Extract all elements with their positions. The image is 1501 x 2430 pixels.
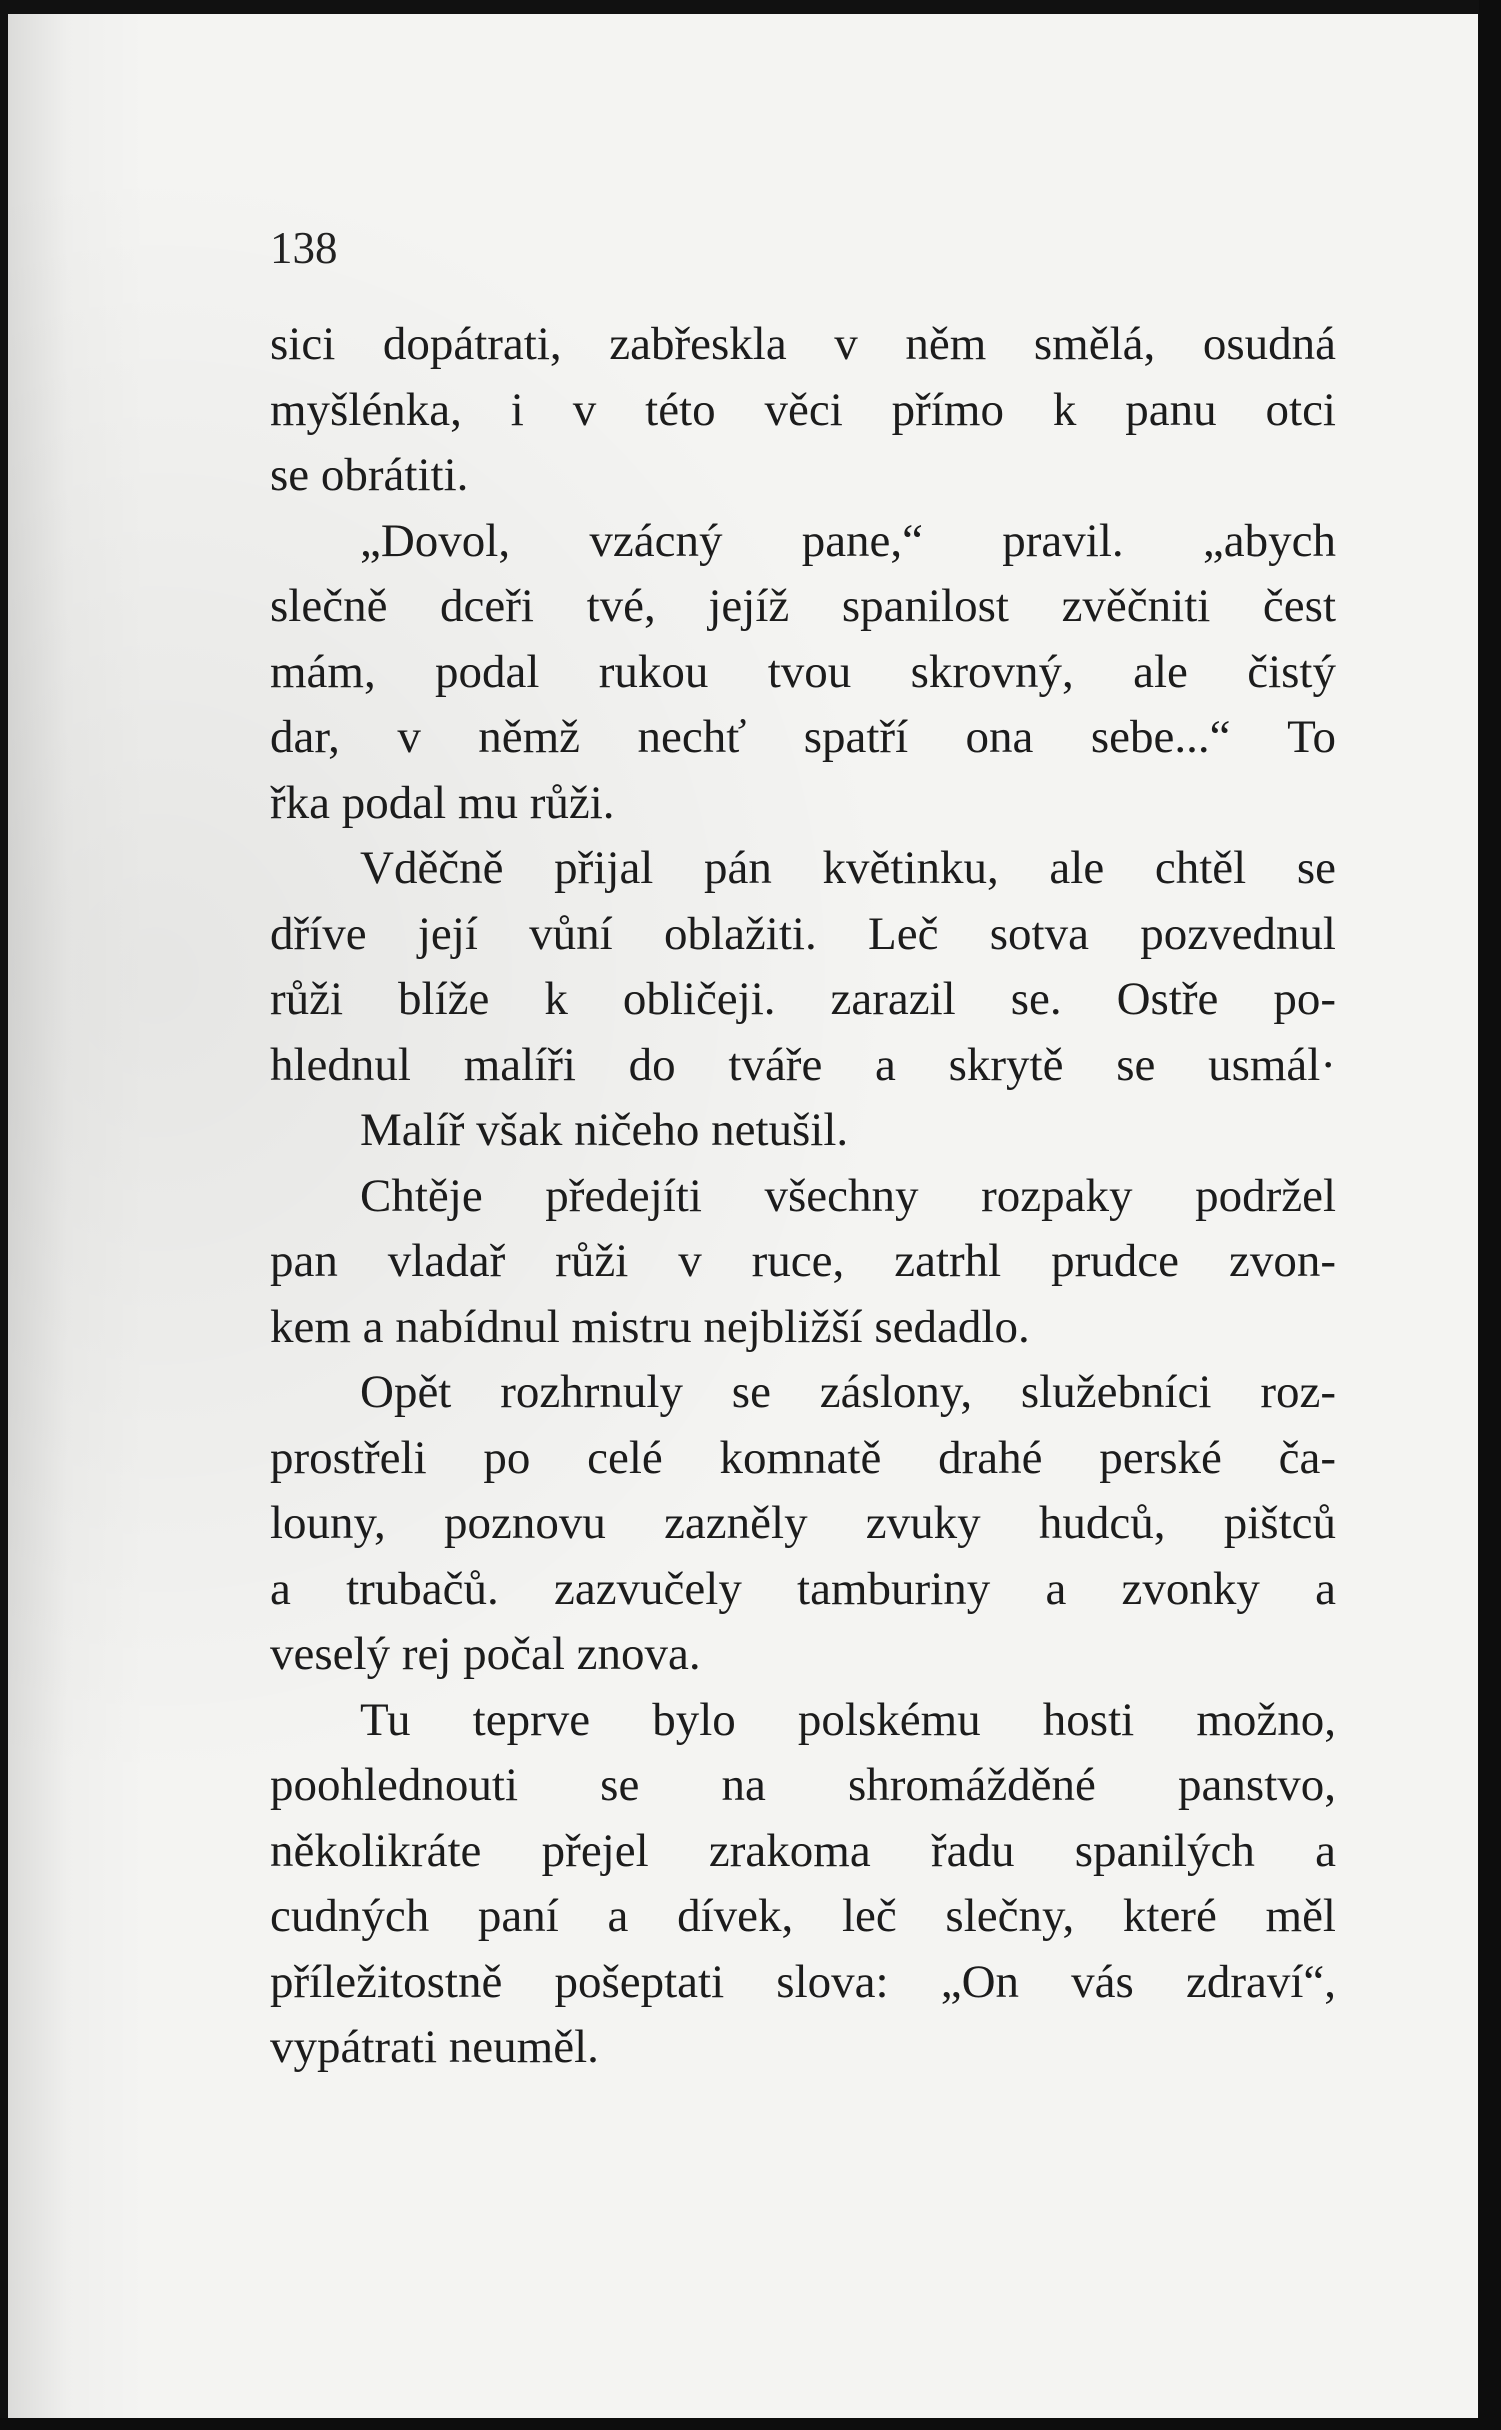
paragraph bbox=[270, 836, 1336, 1098]
text-line: Opět rozhrnuly se záslony, služebníci roz- bbox=[360, 1366, 1336, 1418]
text-line: prostřeli po celé komnatě drahé perské ča- bbox=[270, 1431, 1336, 1484]
paragraph bbox=[270, 509, 1336, 837]
text-line: vypátrati neuměl. bbox=[270, 2021, 599, 2073]
text-line: louny, poznovu zazněly zvuky hudců, pištců bbox=[270, 1497, 1336, 1549]
text-line: růži blíže k obličeji. zarazil se. Ostře po- bbox=[270, 973, 1336, 1025]
text-line: veselý rej počal znova. bbox=[270, 1628, 701, 1680]
paragraph bbox=[270, 1098, 1336, 1164]
text-line: Tu teprve bylo polskému hosti možno, bbox=[360, 1693, 1336, 1746]
text-line: kem a nabídnul mistru nejbližší sedadlo. bbox=[270, 1300, 1030, 1353]
text-line: Vděčně přijal pán květinku, ale chtěl se bbox=[360, 842, 1336, 894]
scan-border-right bbox=[1479, 0, 1501, 2430]
body-text bbox=[270, 312, 1336, 2081]
text-line: Malíř však ničeho netušil. bbox=[360, 1104, 849, 1156]
text-line: řka podal mu růži. bbox=[270, 776, 615, 829]
page-number: 138 bbox=[270, 223, 338, 273]
paragraph bbox=[270, 312, 1336, 509]
scan-border-bottom bbox=[0, 2418, 1501, 2430]
paragraph bbox=[270, 1164, 1336, 1361]
paragraph bbox=[270, 1360, 1336, 1688]
text-line: dar, v němž nechť spatří ona sebe...“ To bbox=[270, 711, 1336, 763]
text-line: a trubačů. zazvučely tamburiny a zvonky a bbox=[270, 1562, 1336, 1615]
text-line: pan vladař růži v ruce, zatrhl prudce zvon- bbox=[270, 1235, 1336, 1287]
text-line: sici dopátrati, zabřeskla v něm smělá, osudná bbox=[270, 318, 1336, 370]
text-line: cudných paní a dívek, leč slečny, které měl bbox=[270, 1890, 1336, 1942]
text-line: se obrátiti. bbox=[270, 449, 469, 501]
text-line: dříve její vůní oblažiti. Leč sotva pozvednul bbox=[270, 907, 1336, 960]
text-line: slečně dceři tvé, jejíž spanilost zvěčniti čest bbox=[270, 580, 1336, 632]
book-page bbox=[8, 14, 1478, 2418]
text-line: poohlednouti se na shromážděné panstvo, bbox=[270, 1759, 1336, 1811]
text-line: mám, podal rukou tvou skrovný, ale čistý bbox=[270, 645, 1336, 698]
paragraph bbox=[270, 1688, 1336, 2081]
text-line: myšlénka, i v této věci přímo k panu otci bbox=[270, 383, 1336, 436]
text-line: Chtěje předejíti všechny rozpaky podržel bbox=[360, 1169, 1336, 1222]
text-line: příležitostně pošeptati slova: „On vás zdraví“, bbox=[270, 1955, 1336, 2008]
text-line: „Dovol, vzácný pane,“ pravil. „abych bbox=[360, 514, 1336, 567]
text-line: několikráte přejel zrakoma řadu spanilých a bbox=[270, 1824, 1336, 1877]
text-line: hlednul malíři do tváře a skrytě se usmál· bbox=[270, 1038, 1336, 1091]
